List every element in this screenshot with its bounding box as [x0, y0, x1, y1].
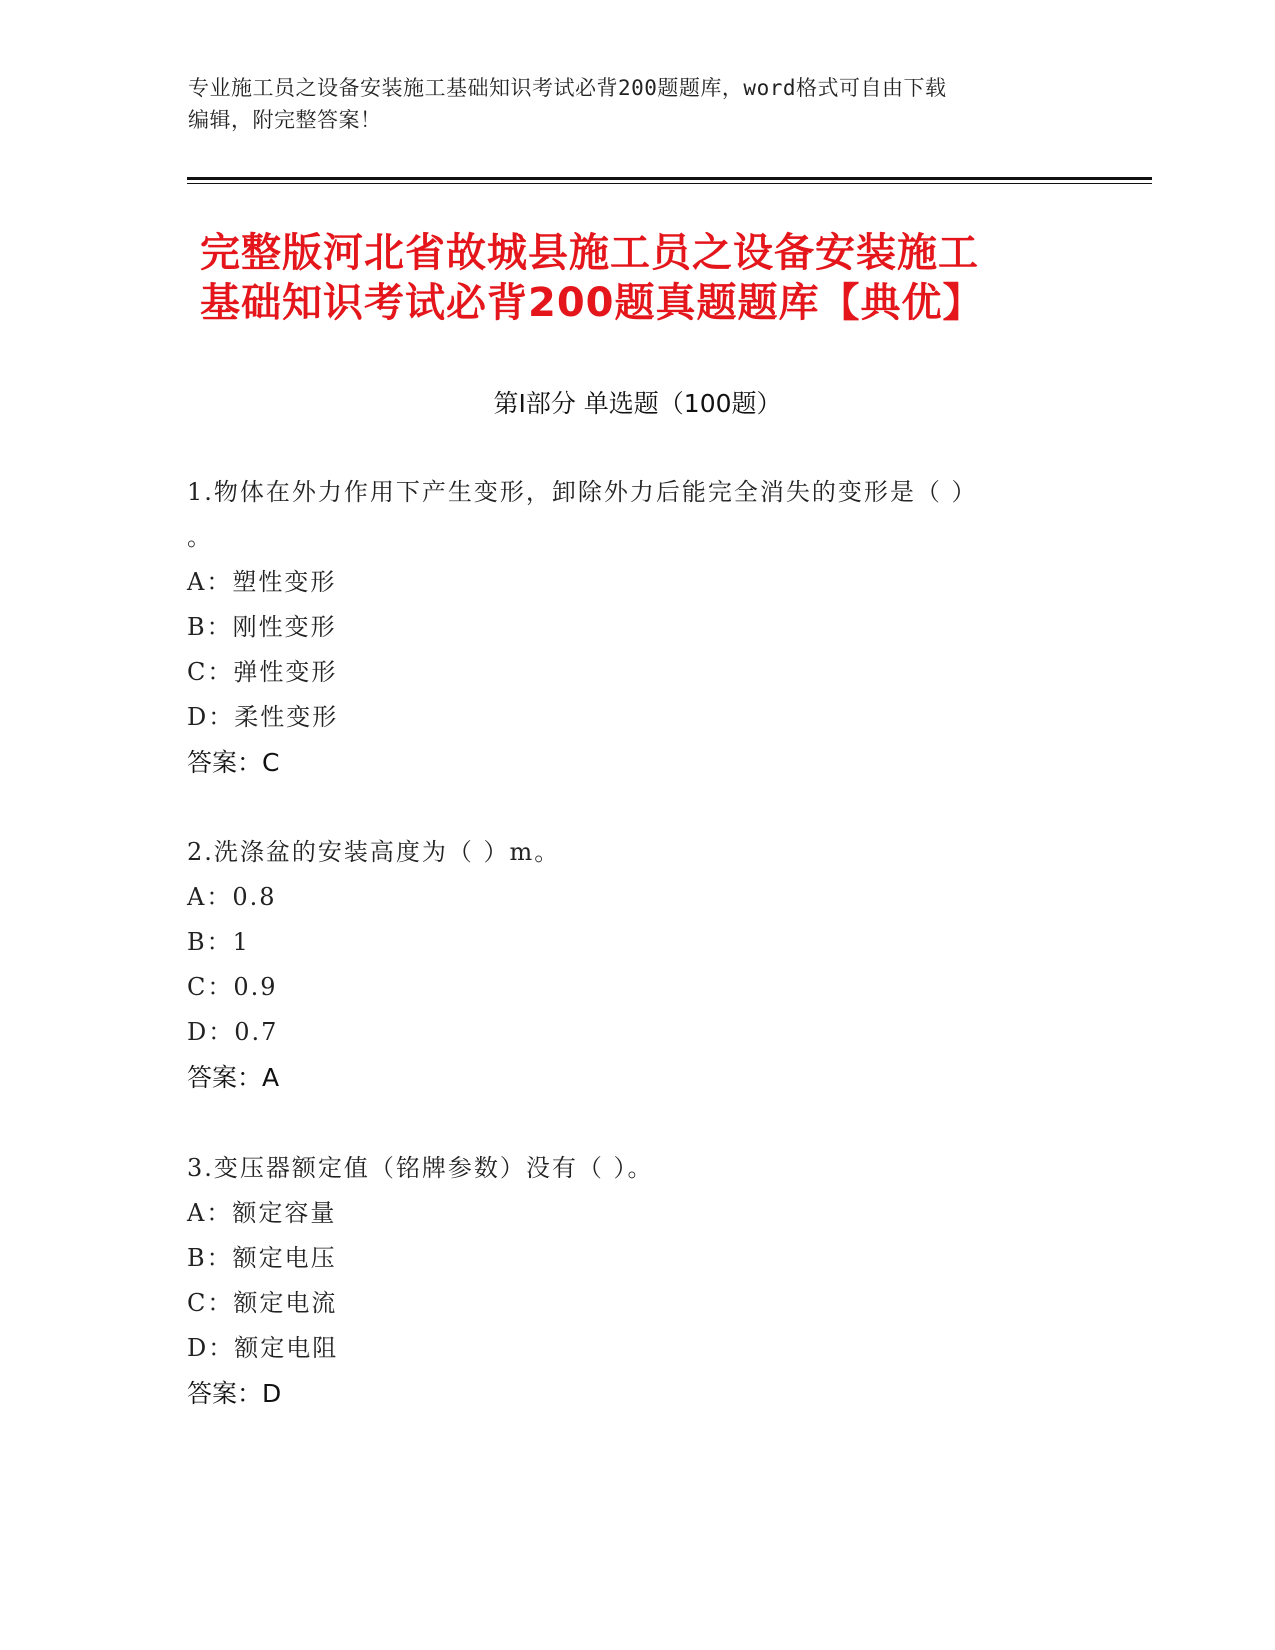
question-3-option-d: D：额定电阻 [187, 1334, 339, 1362]
question-1-answer: 答案：C [187, 748, 280, 777]
question-1-stem-line-2: 。 [187, 523, 213, 551]
question-2 [187, 830, 1067, 1100]
question-1 [187, 470, 1067, 785]
document-title-line-1: 完整版河北省故城县施工员之设备安装施工 [200, 230, 979, 276]
question-1-option-b: B：刚性变形 [187, 613, 337, 641]
question-2-option-c: C：0.9 [187, 973, 278, 1001]
question-1-option-a: A：塑性变形 [187, 568, 337, 596]
document-title [200, 228, 1100, 328]
question-2-answer: 答案：A [187, 1063, 280, 1092]
question-3-option-b: B：额定电压 [187, 1244, 337, 1272]
question-2-option-b: B：1 [187, 928, 250, 956]
question-2-option-d: D：0.7 [187, 1018, 279, 1046]
question-3 [187, 1146, 1067, 1416]
question-1-option-c: C：弹性变形 [187, 658, 338, 686]
question-2-option-a: A：0.8 [187, 883, 277, 911]
question-1-stem-line-1: 1.物体在外力作用下产生变形，卸除外力后能完全消失的变形是（ ） [187, 478, 978, 506]
question-3-stem-line-1: 3.变压器额定值（铭牌参数）没有（ ）。 [187, 1154, 654, 1182]
question-2-stem-line-1: 2.洗涤盆的安装高度为（ ）m。 [187, 838, 561, 866]
question-3-option-c: C：额定电流 [187, 1289, 338, 1317]
question-1-option-d: D：柔性变形 [187, 703, 339, 731]
header-divider-thick [187, 177, 1152, 180]
document-title-line-2: 基础知识考试必背200题真题题库【典优】 [200, 280, 984, 326]
header-note-line-2: 编辑，附完整答案！ [188, 108, 382, 132]
question-3-option-a: A：额定容量 [187, 1199, 337, 1227]
header-note-line-1: 专业施工员之设备安装施工基础知识考试必背200题题库，word格式可自由下载 [188, 76, 947, 100]
section-heading: 第Ⅰ部分 单选题（100题） [493, 389, 782, 418]
question-3-answer: 答案：D [187, 1379, 282, 1408]
header-note [188, 72, 1068, 136]
header-divider-thin [187, 183, 1152, 184]
